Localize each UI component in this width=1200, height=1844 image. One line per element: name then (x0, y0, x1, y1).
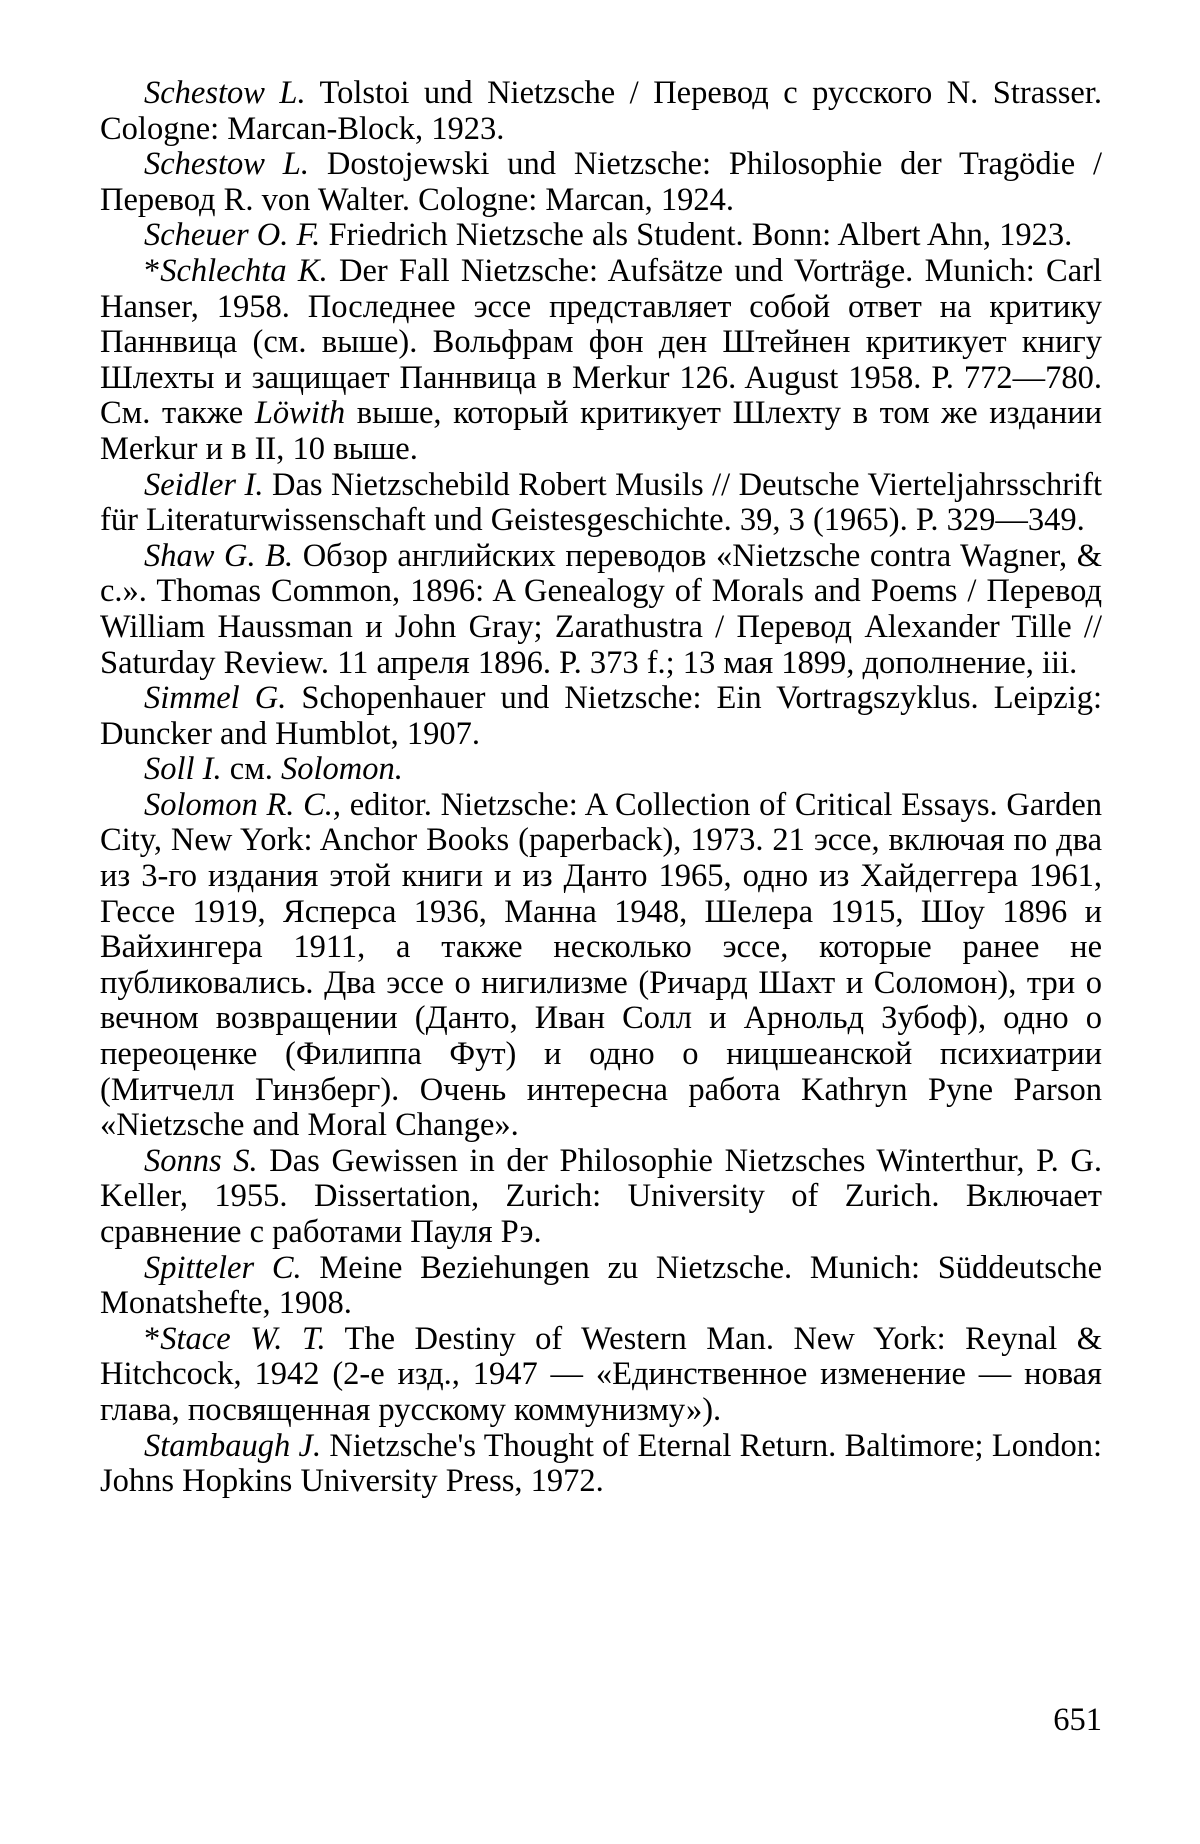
bibliography-entry (100, 681, 1102, 752)
entry-author: Solomon R. C., (144, 786, 342, 823)
entry-text: Schopenhauer und Nietzsche: Ein Vortragszyklus. Leipzig: Duncker and Humblot, 1907. (100, 680, 1102, 752)
entry-text: editor. Nietzsche: A Collection of Critical Essays. Garden City, New York: Anchor Books (paperback), 1973. 21 эссе, включая по два из 3-го издания этой книги и из Данто 1965, одно из Хайдеггера 1961, Гессе 1919, Ясперса 1936, Манна 1948, Шелера 1915, Шоу 1896 и Вайхингера 1911, а также несколько эссе, которые ранее не публиковались. Два эссе о нигилизме (Ричард Шахт и Соломон), три о вечном возвращении (Данто, Иван Солл и Арнольд Зубоф), одно о переоценке (Филиппа Фут) и одно о ницшеанской психиатрии (Митчелл Гинзберг). Очень интересна работа Kathryn Pyne Parson «Nietzsche and Moral Change». (100, 786, 1103, 1144)
bibliography-entry (100, 752, 1102, 788)
bibliography-entry (100, 147, 1102, 218)
entry-text: Nietzsche's Thought of Eternal Return. Baltimore; London: Johns Hopkins University Press, 1972. (100, 1427, 1102, 1500)
entry-author: Sonns S. (144, 1142, 258, 1179)
bibliography-entry (100, 468, 1102, 539)
entry-text: Обзор английских переводов «Nietzsche contra Wagner, & c.». Thomas Common, 1896: A Genealogy of Morals and Poems / Перевод William Haussman и John Gray; Zarathustra / Перевод Alexander Tille // Saturday Review. 11 апреля 1896. P. 373 f.; 13 мая 1899, дополнение, iii. (100, 537, 1103, 681)
entry-italic-reference: Löwith (254, 395, 346, 432)
entry-author: Soll I. (144, 751, 222, 788)
bibliography-page (100, 76, 1102, 1500)
entry-text: см. (221, 751, 282, 788)
bibliography-entry (100, 1322, 1102, 1429)
bibliography-entry (100, 788, 1102, 1144)
bibliography-entry (100, 1144, 1102, 1251)
bibliography-entry (100, 539, 1102, 681)
entry-author: Stace W. T. (160, 1320, 326, 1357)
bibliography-entry (100, 1429, 1102, 1500)
entry-author: Shaw G. B. (144, 537, 294, 574)
bibliography-entry (100, 254, 1102, 468)
entry-author: Stambaugh J. (144, 1427, 322, 1464)
entry-text: Der Fall Nietzsche: Aufsätze und Vorträge. Munich: Carl Hanser, 1958. Последнее эссе представляет собой ответ на критику Паннвица (см. выше). Вольфрам фон ден Штейнен критикует книгу Шлехты и защищает Паннвица в Merkur 126. August 1958. P. 772—780. См. также (100, 252, 1102, 432)
entry-italic-reference: Solomon. (281, 751, 403, 788)
entry-author: Schestow L. (144, 75, 306, 111)
entry-text: Das Gewissen in der Philosophie Nietzsches Winterthur, P. G. Keller, 1955. Dissertation, Zurich: University of Zurich. Включает сравнение с работами Пауля Рэ. (100, 1142, 1102, 1250)
bibliography-entry (100, 218, 1102, 254)
entry-text: Friedrich Nietzsche als Student. Bonn: Albert Ahn, 1923. (320, 217, 1073, 254)
entry-text-continued: выше, который критикует Шлехту в том же издании Merkur и в II, 10 выше. (100, 395, 1103, 467)
entry-text: Dostojewski und Nietzsche: Philosophie der Tragödie / Перевод R. von Walter. Cologne: Marcan, 1924. (100, 146, 1102, 218)
entry-author: Schlechta K. (160, 252, 328, 289)
entry-author: Scheuer O. F. (144, 217, 321, 254)
entry-author: Spitteler C. (144, 1249, 302, 1286)
entry-text: Tolstoi und Nietzsche / Перевод с русского N. Strasser. Cologne: Marcan-Block, 1923. (100, 75, 1102, 147)
page-number: 651 (1053, 1702, 1102, 1738)
entry-text: The Destiny of Western Man. New York: Reynal & Hitchcock, 1942 (2-е изд., 1947 — «Единственное изменение — новая глава, посвященная русскому коммунизму»). (100, 1320, 1102, 1428)
entry-text: Meine Beziehungen zu Nietzsche. Munich: Süddeutsche Monatshefte, 1908. (100, 1249, 1102, 1322)
entry-author: Schestow L. (144, 146, 310, 183)
bibliography-entry (100, 1251, 1102, 1322)
bibliography-entry (100, 76, 1102, 147)
entry-author: Seidler I. (144, 466, 264, 503)
entry-prefix: * (144, 252, 161, 289)
entry-text: Das Nietzschebild Robert Musils // Deutsche Vierteljahrsschrift für Literaturwissenschaft und Geistesgeschichte. 39, 3 (1965). P. 329—349. (100, 466, 1102, 539)
entry-prefix: * (144, 1320, 161, 1357)
entry-author: Simmel G. (144, 680, 287, 717)
